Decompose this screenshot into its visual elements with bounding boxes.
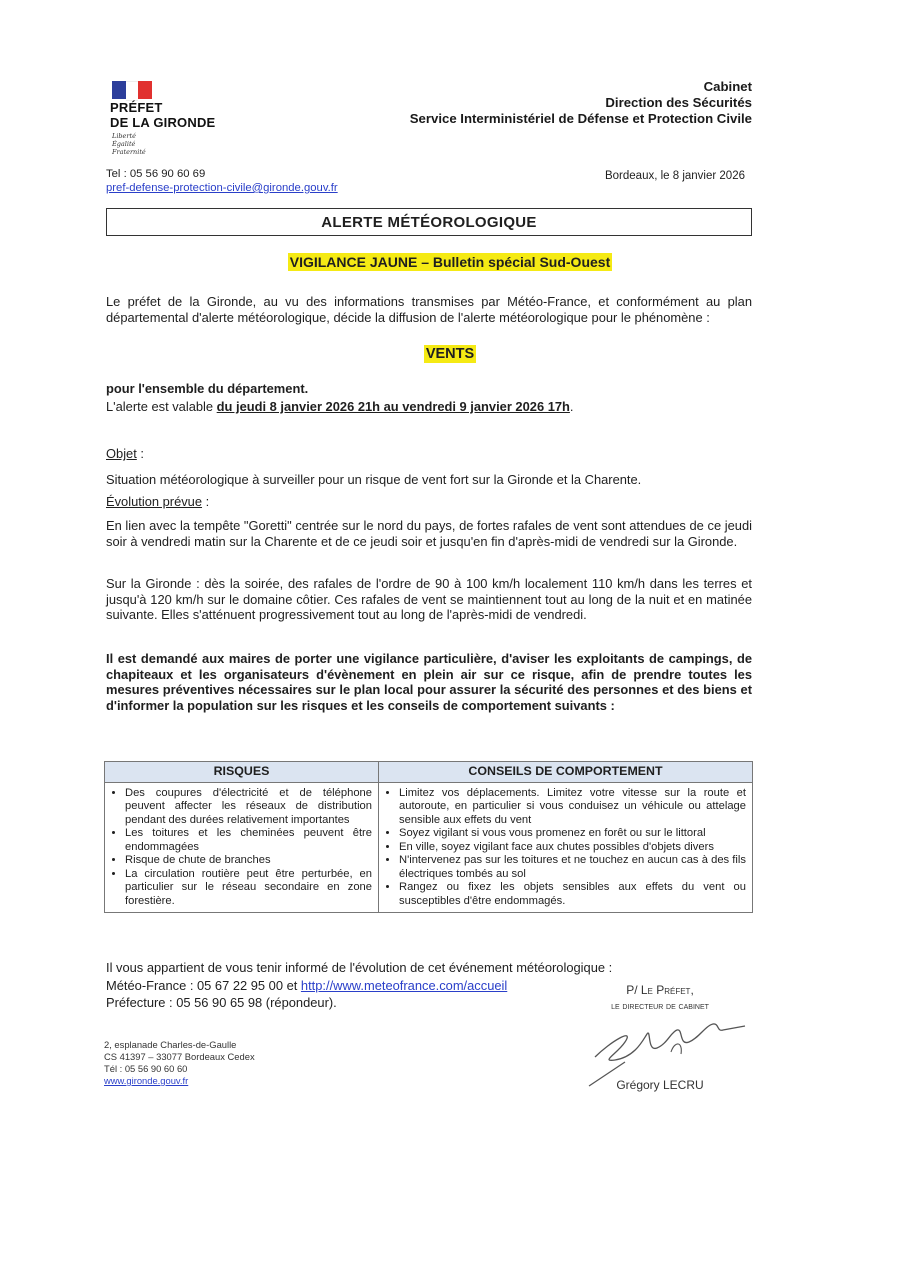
- evolution-heading: [106, 494, 752, 510]
- risk-item: • Des coupures d'électricité et de téléphone peuvent affecter les réseaux de distribution pendant des durées relativement importantes: [125, 787, 372, 828]
- risks-advice-table: [104, 761, 753, 913]
- intro-paragraph: Le préfet de la Gironde, au vu des informations transmises par Météo-France, et conformément au plan départemental d'alerte météorologique, décide la diffusion de l'alerte météorologique pour le phénomène :: [106, 294, 752, 325]
- issuing-service: [410, 79, 752, 127]
- objet-text: Situation météorologique à surveiller pour un risque de vent fort sur la Gironde et la Charente.: [106, 472, 642, 487]
- service-sidpc: Service Interministériel de Défense et Protection Civile: [409, 111, 752, 126]
- republic-motto: [112, 132, 146, 156]
- contact-block: [106, 167, 338, 195]
- column-header-risks: RISQUES: [105, 762, 379, 783]
- motto-fraternite: Fraternité: [112, 148, 146, 156]
- footer-phone: Tél : 05 56 90 60 60: [104, 1063, 188, 1074]
- phenomenon-banner: [0, 345, 900, 363]
- footer-address: [104, 1039, 255, 1087]
- meteo-contact: [106, 978, 586, 994]
- signature-for: P/ Le Préfet,: [626, 983, 694, 997]
- phenomenon-label: VENTS: [425, 346, 475, 362]
- vigilance-banner: [0, 254, 900, 272]
- advice-item: • Limitez vos déplacements. Limitez votre vitesse sur la route et autoroute, en particulier si vous conduisez un véhicule ou attelage sensible aux effets du vent: [399, 787, 746, 828]
- prefecture-name: [110, 100, 215, 130]
- risk-item: • Les toitures et les cheminées peuvent être endommagées: [125, 827, 372, 854]
- signature-role: le directeur de cabinet: [611, 1001, 709, 1012]
- prefecture-phone: Préfecture : 05 56 90 65 98 (répondeur).: [106, 995, 337, 1010]
- mayors-notice: Il est demandé aux maires de porter une vigilance particulière, d'aviser les exploitants de campings, de chapiteaux et les organisateurs d'évènement en plein air sur ce risque, afin de prendre toutes les mesures préventives nécessaires sur le plan local pour assurer la sécurité des personnes et des biens et d'informer la population sur les risques et les conseils de comportement suivants :: [106, 651, 752, 713]
- document-title: ALERTE MÉTÉOROLOGIQUE: [106, 208, 752, 236]
- evolution-paragraph-2: Sur la Gironde : dès la soirée, des rafales de l'ordre de 90 à 100 km/h localement 110 km/h dans les terres et jusqu'à 120 km/h sur le domaine côtier. Ces rafales de vent se maintiennent tout au long de la nuit et en matinée suivante. Elles s'atténuent progressivement tout au long de l'après-midi de vendredi.: [106, 576, 752, 622]
- risk-item: • La circulation routière peut être perturbée, en particulier sur le réseau secondaire en zone forestière.: [125, 868, 372, 909]
- footer-website-link[interactable]: www.gironde.gouv.fr: [104, 1075, 189, 1086]
- advice-item: • Soyez vigilant si vous vous promenez en forêt ou sur le littoral: [399, 827, 746, 841]
- risks-cell: [105, 782, 379, 913]
- advice-item: • N'intervenez pas sur les toitures et ne touchez en aucun cas à des fils électriques tombés au sol: [399, 854, 746, 881]
- objet-heading: [106, 446, 752, 462]
- meteo-phone: Météo-France : 05 67 22 95 00 et: [106, 978, 301, 993]
- signatory-name: Grégory LECRU: [616, 1078, 704, 1092]
- advice-item: • Rangez ou fixez les objets sensibles aux effets du vent ou susceptibles d'être endommagés.: [399, 881, 746, 908]
- column-header-advice: CONSEILS DE COMPORTEMENT: [379, 762, 753, 783]
- evolution-colon: :: [202, 494, 210, 509]
- meteofrance-link[interactable]: http://www.meteofrance.com/accueil: [300, 978, 508, 993]
- objet-label: Objet: [106, 446, 137, 461]
- table-header-row: [105, 762, 753, 783]
- org-line-2: DE LA GIRONDE: [110, 115, 216, 130]
- evolution-label: Évolution prévue: [106, 494, 203, 509]
- advice-item: • En ville, soyez vigilant face aux chutes possibles d'objets divers: [399, 841, 746, 855]
- footer-address-line-2: CS 41397 – 33077 Bordeaux Cedex: [104, 1051, 255, 1062]
- objet-colon: :: [136, 446, 144, 461]
- service-direction: Direction des Sécurités: [605, 95, 752, 110]
- risk-item: • Risque de chute de branches: [125, 854, 372, 868]
- footer-address-line-1: 2, esplanade Charles-de-Gaulle: [104, 1039, 237, 1050]
- validity-suffix: .: [569, 399, 574, 414]
- contact-email-link[interactable]: pref-defense-protection-civile@gironde.gouv.fr: [106, 182, 338, 194]
- alert-validity: [106, 399, 752, 415]
- validity-prefix: L'alerte est valable: [106, 399, 217, 414]
- document-date: Bordeaux, le 8 janvier 2026: [604, 170, 745, 182]
- service-cabinet: Cabinet: [703, 79, 752, 94]
- table-row: [105, 782, 753, 913]
- org-line-1: PRÉFET: [110, 100, 163, 115]
- vigilance-level: VIGILANCE JAUNE – Bulletin spécial Sud-Ouest: [289, 254, 611, 270]
- alert-scope: pour l'ensemble du département.: [106, 381, 309, 396]
- motto-egalite: Égalité: [112, 140, 136, 148]
- validity-period: du jeudi 8 janvier 2026 21h au vendredi 9 janvier 2026 17h: [216, 399, 570, 414]
- motto-liberte: Liberté: [112, 132, 136, 140]
- closing-line: Il vous appartient de vous tenir informé de l'évolution de cet événement météorologique :: [106, 960, 613, 975]
- advice-cell: [379, 782, 753, 913]
- marianne-flag-logo: [112, 81, 152, 99]
- evolution-paragraph-1: En lien avec la tempête "Goretti" centrée sur le nord du pays, de fortes rafales de vent sont attendues de ce jeudi soir à vendredi matin sur la Charente et de ce jeudi soir et jusqu'en fin d'après-midi de vendredi sur la Gironde.: [106, 518, 752, 549]
- contact-phone: Tel : 05 56 90 60 69: [106, 168, 206, 180]
